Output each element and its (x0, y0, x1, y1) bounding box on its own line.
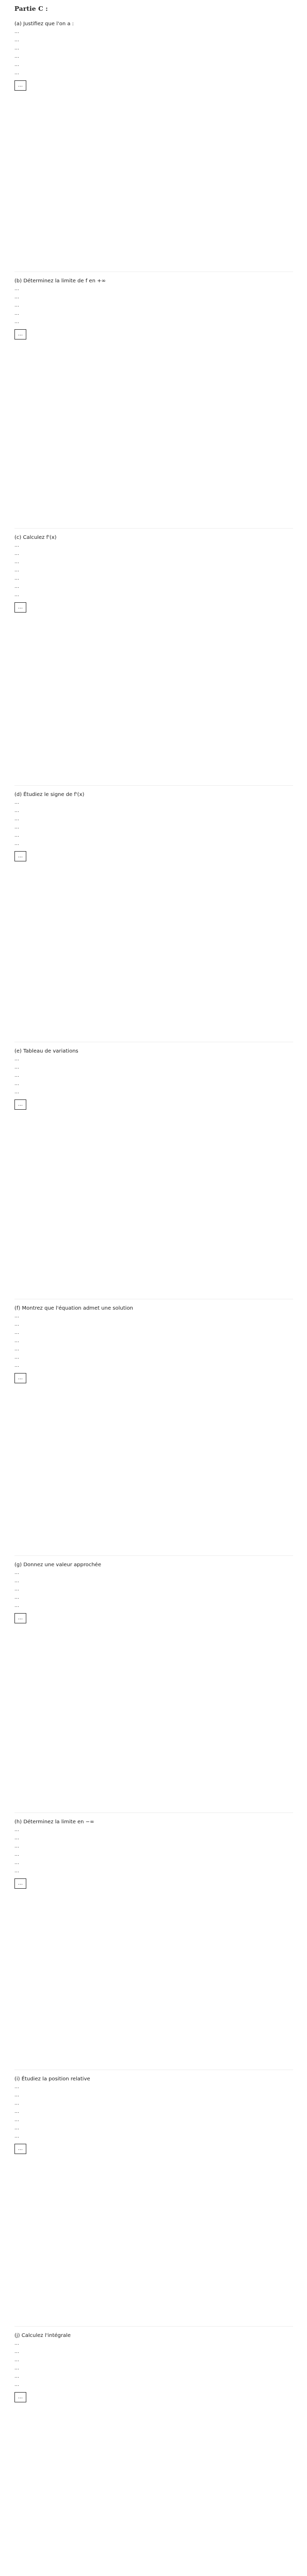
solution-section (14, 534, 293, 613)
math-line: … (14, 833, 19, 838)
solution-section (14, 21, 293, 91)
math-line: … (14, 1587, 19, 1592)
math-line: … (14, 841, 19, 846)
math-line: … (14, 1346, 19, 1352)
math-line: … (14, 1363, 19, 1368)
section-title: (e) Tableau de variations (14, 1048, 78, 1055)
boxed-result: … (14, 2392, 26, 2402)
math-line: … (14, 38, 19, 43)
math-line: … (14, 2100, 19, 2106)
boxed-result: … (14, 329, 26, 340)
solution-section (14, 278, 293, 340)
math-line: … (14, 319, 19, 325)
math-line: … (14, 1073, 19, 1079)
math-line: … (14, 1836, 19, 1841)
solution-section (14, 2076, 293, 2154)
math-line: … (14, 1321, 19, 1327)
math-line: … (14, 2341, 19, 2347)
math-line: … (14, 46, 19, 51)
math-line: … (14, 2109, 19, 2114)
math-line: … (14, 824, 19, 830)
math-line: … (14, 311, 19, 316)
solution-section (14, 791, 293, 861)
math-line: … (14, 2084, 19, 2090)
section-separator (14, 528, 293, 529)
math-line: … (14, 62, 19, 67)
math-line: … (14, 2358, 19, 2363)
math-line: … (14, 1860, 19, 1866)
math-line: … (14, 1570, 19, 1576)
math-line: … (14, 1354, 19, 1360)
math-line: … (14, 568, 19, 573)
math-line: … (14, 1844, 19, 1849)
solution-section (14, 1305, 293, 1383)
boxed-result: … (14, 2144, 26, 2154)
math-line: … (14, 1081, 19, 1087)
math-line: … (14, 54, 19, 59)
math-line: … (14, 2092, 19, 2098)
math-line: … (14, 71, 19, 76)
solution-section (14, 1048, 293, 1110)
section-title: (a) Justifiez que l'on a : (14, 21, 74, 27)
math-line: … (14, 1603, 19, 1609)
section-title: (d) Étudiez le signe de f'(x) (14, 791, 85, 798)
section-title: (g) Donnez une valeur approchée (14, 1562, 101, 1568)
section-title: (f) Montrez que l'équation admet une solution (14, 1305, 133, 1311)
section-separator (14, 1555, 293, 1556)
math-line: … (14, 2117, 19, 2123)
math-line: … (14, 302, 19, 308)
math-line: … (14, 1065, 19, 1071)
math-line: … (14, 2349, 19, 2355)
section-title: (i) Étudiez la position relative (14, 2076, 90, 2082)
math-line: … (14, 816, 19, 822)
section-title: (b) Déterminez la limite de f en +∞ (14, 278, 106, 284)
solution-section (14, 1562, 293, 1623)
math-line: … (14, 1338, 19, 1344)
boxed-result: … (14, 1878, 26, 1889)
math-line: … (14, 2366, 19, 2371)
solution-section (14, 1819, 293, 1889)
math-line: … (14, 1090, 19, 1095)
section-separator (14, 1812, 293, 1813)
math-line: … (14, 294, 19, 300)
section-separator (14, 2326, 293, 2327)
solution-section (14, 2332, 293, 2402)
math-line: … (14, 560, 19, 565)
math-line: … (14, 1595, 19, 1601)
math-line: … (14, 2133, 19, 2139)
math-line: … (14, 1827, 19, 1833)
section-title: (j) Calculez l'intégrale (14, 2333, 71, 2339)
section-title: (h) Déterminez la limite en −∞ (14, 1819, 94, 1825)
math-line: … (14, 1869, 19, 1874)
section-separator (14, 785, 293, 786)
math-line: … (14, 800, 19, 805)
boxed-result: … (14, 80, 26, 91)
math-line: … (14, 1579, 19, 1584)
page-title: Partie C : (14, 5, 48, 12)
boxed-result: … (14, 602, 26, 613)
math-line: … (14, 592, 19, 598)
math-line: … (14, 2382, 19, 2388)
math-line: … (14, 1330, 19, 1335)
math-line: … (14, 1057, 19, 1062)
boxed-result: … (14, 1373, 26, 1383)
math-line: … (14, 808, 19, 814)
math-line: … (14, 584, 19, 590)
math-line: … (14, 551, 19, 557)
math-line: … (14, 2374, 19, 2380)
boxed-result: … (14, 1099, 26, 1110)
boxed-result: … (14, 1613, 26, 1623)
section-title: (c) Calculez f'(x) (14, 535, 57, 541)
math-line: … (14, 2125, 19, 2131)
boxed-result: … (14, 851, 26, 861)
math-line: … (14, 29, 19, 35)
math-line: … (14, 286, 19, 292)
math-line: … (14, 576, 19, 582)
math-line: … (14, 543, 19, 549)
math-line: … (14, 1852, 19, 1857)
math-line: … (14, 1313, 19, 1319)
